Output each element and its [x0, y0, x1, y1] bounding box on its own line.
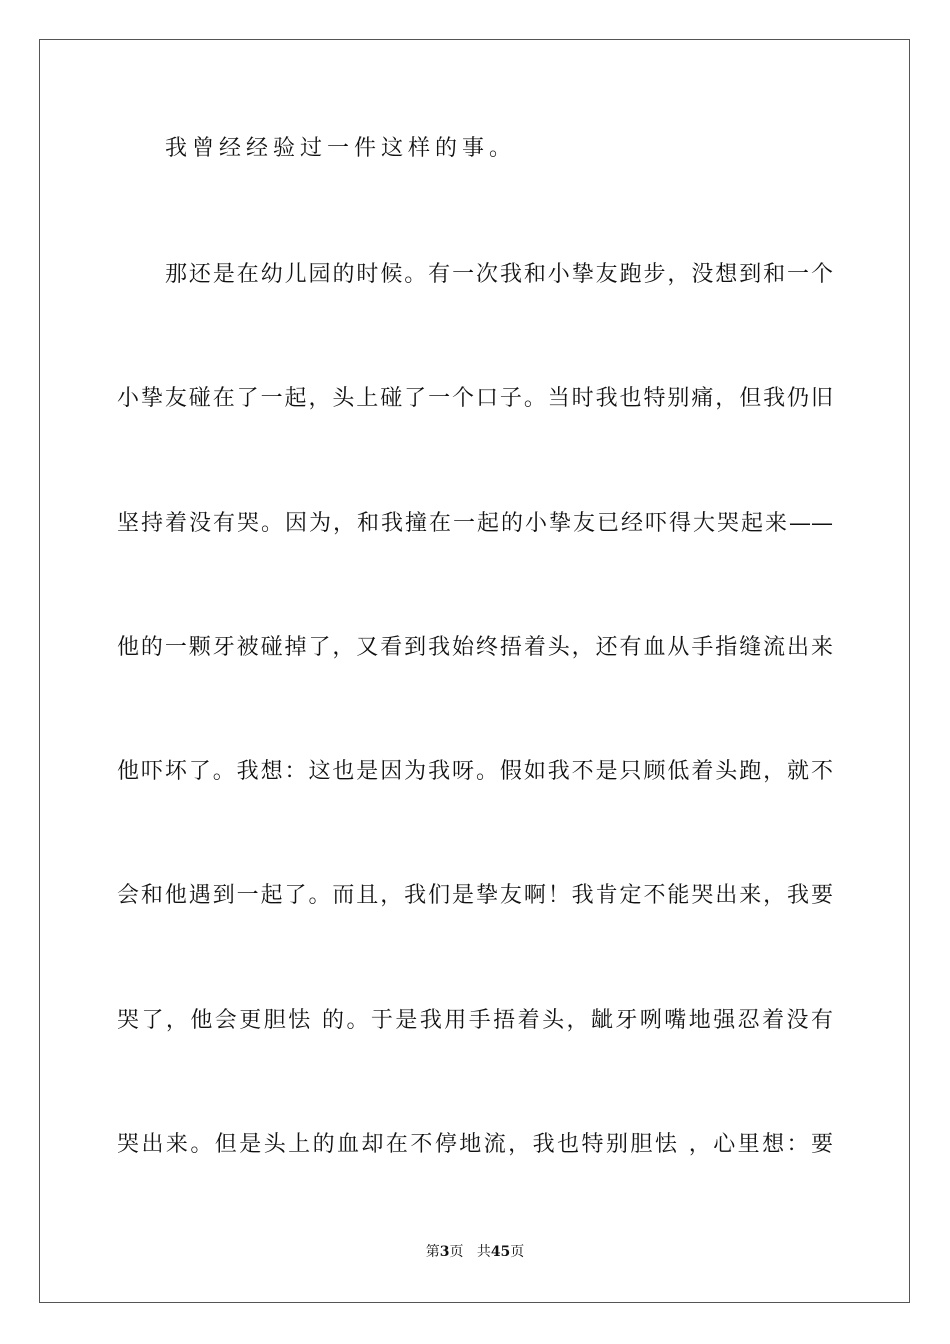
page-label-suffix: 页: [449, 1244, 464, 1260]
paragraph-line-9: 哭出来。但是头上的血却在不停地流，我也特别胆怯 ，心里想：要: [117, 1132, 833, 1157]
paragraph-line-8: 哭了，他会更胆怯 的。于是我用手捂着头，龇牙咧嘴地强忍着没有: [117, 1008, 833, 1033]
paragraph-line-4: 坚持着没有哭。因为，和我撞在一起的小挚友已经吓得大哭起来——: [117, 511, 833, 536]
page-number: 3: [439, 1244, 450, 1260]
paragraph-line-3: 小挚友碰在了一起，头上碰了一个口子。当时我也特别痛，但我仍旧: [117, 386, 833, 411]
page-footer: [0, 1242, 950, 1262]
paragraph-line-5: 他的一颗牙被碰掉了，又看到我始终捂着头，还有血从手指缝流出来: [117, 635, 833, 660]
paragraph-line-6: 他吓坏了。我想：这也是因为我呀。假如我不是只顾低着头跑，就不: [117, 759, 833, 784]
total-label-suffix: 页: [510, 1244, 525, 1260]
paragraph-line-2: 那还是在幼儿园的时候。有一次我和小挚友跑步，没想到和一个: [165, 262, 833, 287]
total-label-prefix: 共: [476, 1244, 491, 1260]
page-label-prefix: 第: [425, 1244, 440, 1260]
paragraph-line-1: 我曾经经验过一件这样的事。: [165, 136, 517, 161]
total-pages: 45: [490, 1244, 511, 1260]
page-border: [39, 39, 910, 1303]
paragraph-line-7: 会和他遇到一起了。而且，我们是挚友啊！我肯定不能哭出来，我要: [117, 883, 833, 908]
